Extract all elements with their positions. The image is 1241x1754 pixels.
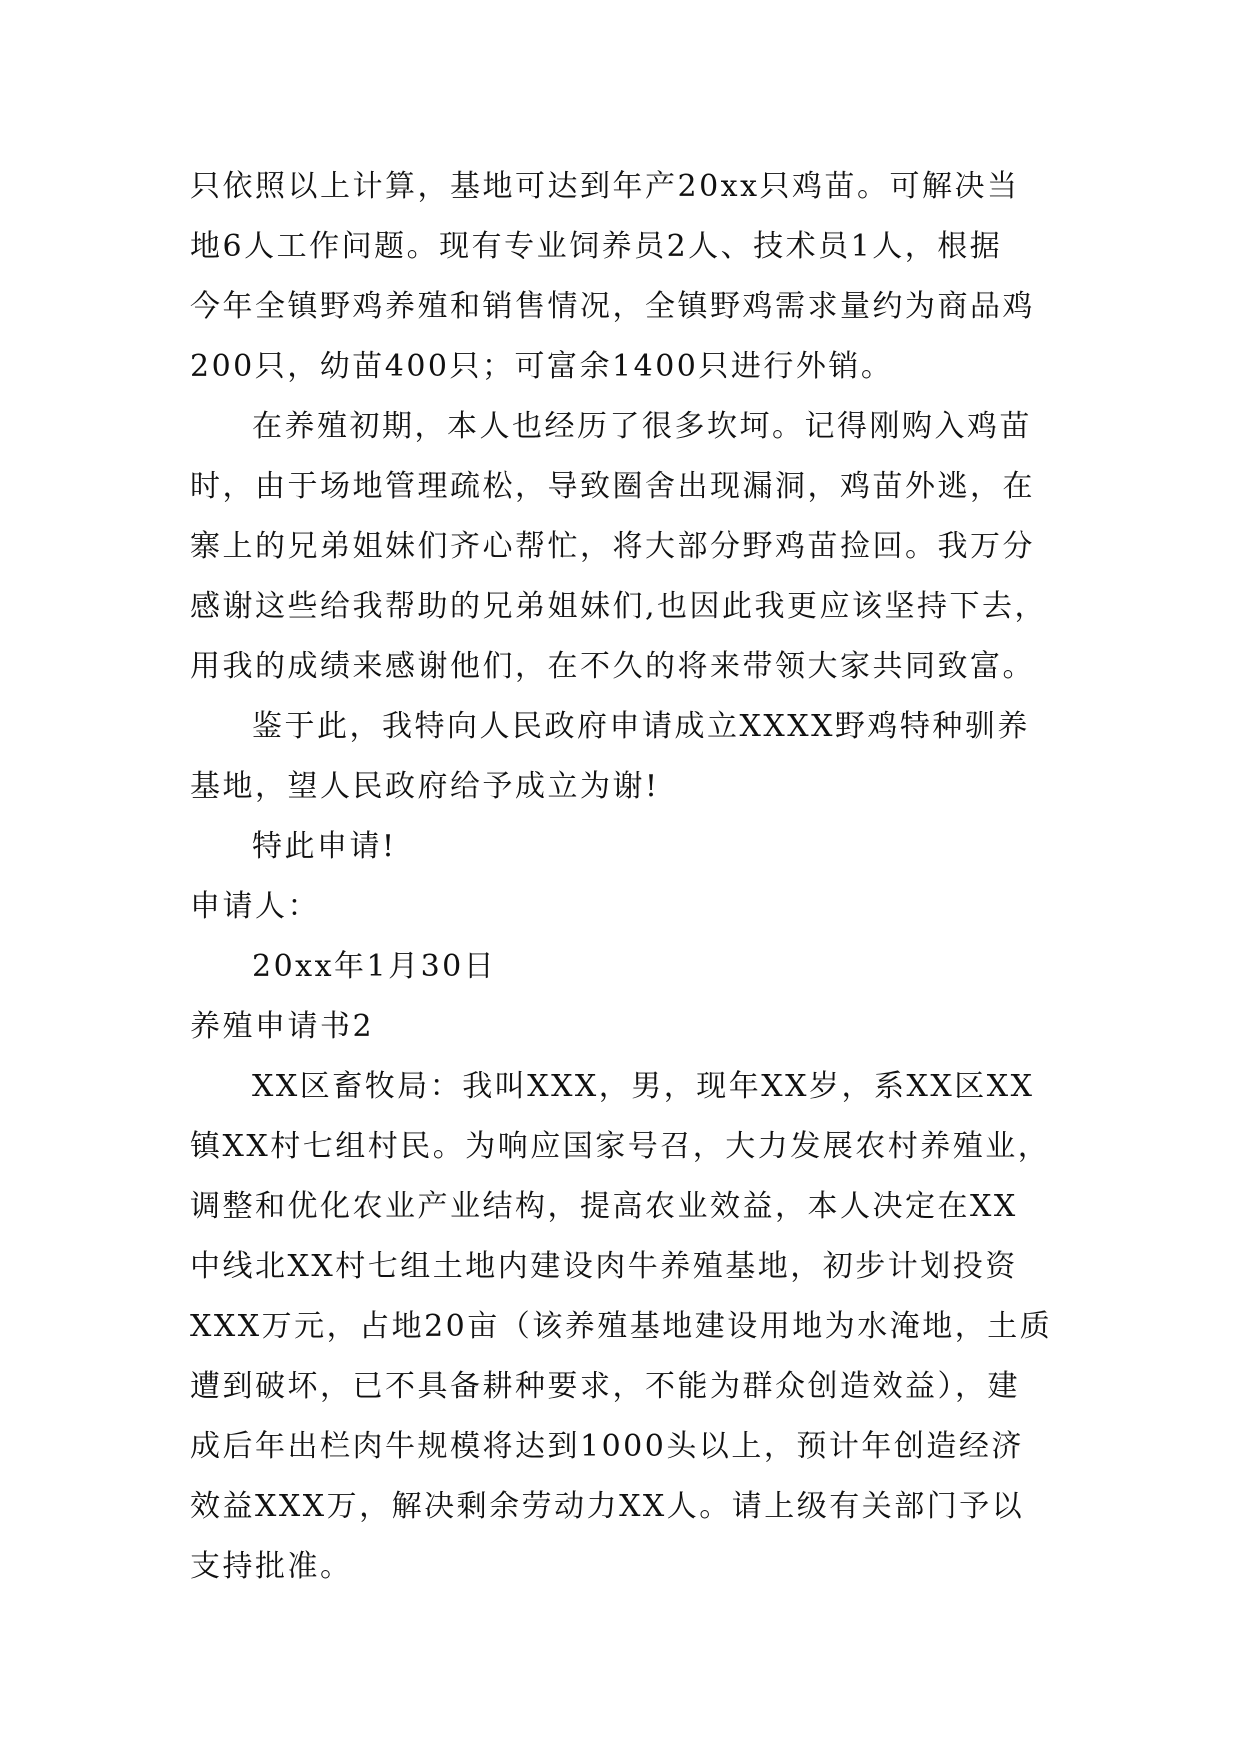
text-line: 只依照以上计算，基地可达到年产20xx只鸡苗。可解决当 bbox=[190, 169, 1020, 204]
date-line: 20xx年1月30日 bbox=[252, 949, 497, 984]
text-line: 200只，幼苗400只；可富余1400只进行外销。 bbox=[190, 349, 894, 384]
text-line: 地6人工作问题。现有专业饲养员2人、技术员1人，根据 bbox=[190, 229, 1003, 264]
text-line: XX区畜牧局：我叫XXX，男，现年XX岁，系XX区XX bbox=[252, 1069, 1035, 1104]
text-line: 中线北XX村七组土地内建设肉牛养殖基地，初步计划投资 bbox=[190, 1249, 1018, 1284]
text-line: 基地，望人民政府给予成立为谢! bbox=[190, 769, 660, 804]
text-line: 用我的成绩来感谢他们，在不久的将来带领大家共同致富。 bbox=[190, 649, 1035, 684]
closing-text: 特此申请! bbox=[252, 829, 397, 864]
document-body bbox=[190, 157, 1060, 1597]
text-line: 感谢这些给我帮助的兄弟姐妹们,也因此我更应该坚持下去， bbox=[190, 589, 1048, 624]
text-line: 寨上的兄弟姐妹们齐心帮忙，将大部分野鸡苗捡回。我万分 bbox=[190, 529, 1035, 564]
text-line: 效益XXX万，解决剩余劳动力XX人。请上级有关部门予以 bbox=[190, 1489, 1025, 1524]
text-line: 成后年出栏肉牛规模将达到1000头以上，预计年创造经济 bbox=[190, 1429, 1024, 1464]
text-line: 时，由于场地管理疏松，导致圈舍出现漏洞，鸡苗外逃，在 bbox=[190, 469, 1035, 504]
text-line: 支持批准。 bbox=[190, 1549, 353, 1584]
text-line: XXX万元，占地20亩（该养殖基地建设用地为水淹地，土质 bbox=[190, 1309, 1053, 1344]
text-line: 遭到破坏，已不具备耕种要求，不能为群众创造效益），建 bbox=[190, 1369, 1020, 1404]
text-line: 鉴于此，我特向人民政府申请成立XXXX野鸡特种驯养 bbox=[252, 709, 1030, 744]
section-title: 养殖申请书2 bbox=[190, 1009, 375, 1044]
text-line: 调整和优化农业产业结构，提高农业效益，本人决定在XX bbox=[190, 1189, 1018, 1224]
text-line: 今年全镇野鸡养殖和销售情况，全镇野鸡需求量约为商品鸡 bbox=[190, 289, 1035, 324]
text-line: 在养殖初期，本人也经历了很多坎坷。记得刚购入鸡苗 bbox=[252, 409, 1032, 444]
text-line: 镇XX村七组村民。为响应国家号召，大力发展农村养殖业， bbox=[190, 1129, 1051, 1164]
applicant-label: 申请人： bbox=[190, 889, 320, 924]
